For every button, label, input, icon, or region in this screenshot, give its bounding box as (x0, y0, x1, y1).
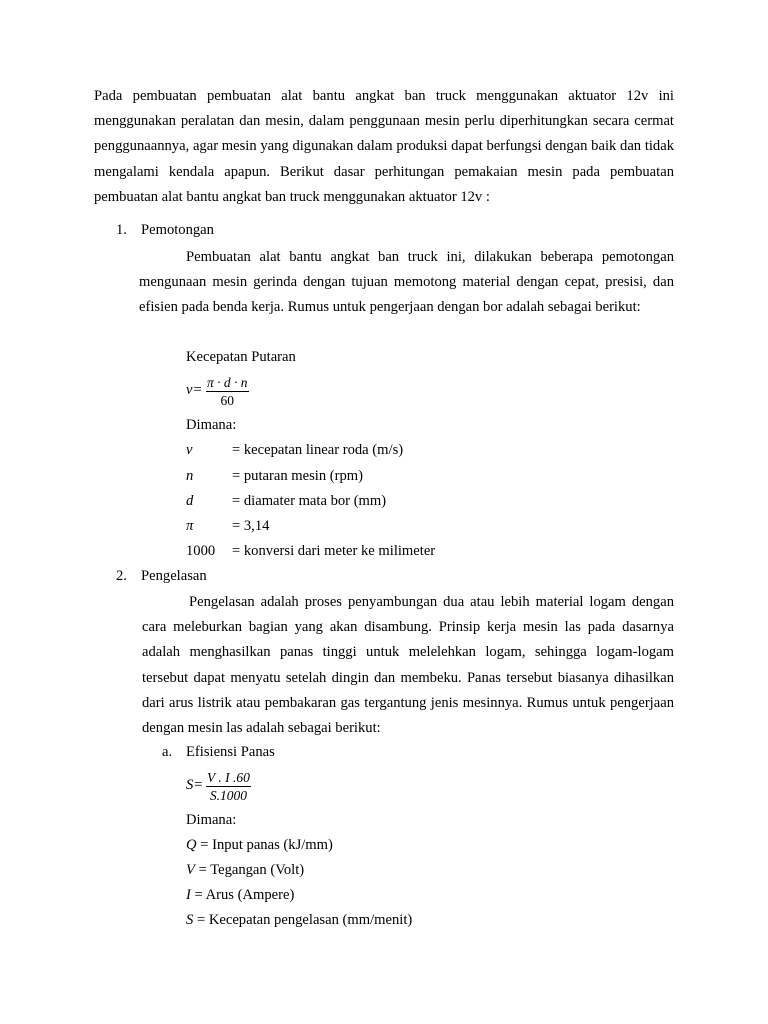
formula-1-fraction (206, 374, 249, 409)
formula-1-denominator: 60 (220, 393, 234, 408)
formula-2-denominator: S.1000 (209, 788, 247, 803)
section-2-heading (116, 566, 207, 586)
subsection-a-number: a. (162, 744, 173, 760)
formula-1-title: Kecepatan Putaran (186, 349, 296, 365)
section-1-heading (116, 220, 214, 240)
def-2-symbol: n (186, 468, 194, 484)
def-s-row (186, 910, 412, 930)
section-2-title: Pengelasan (141, 568, 207, 584)
dimana-2-label: Dimana: (186, 812, 237, 828)
def-3-description: = diamater mata bor (mm) (232, 493, 387, 509)
section-1-number: 1. (116, 222, 127, 238)
def-5-description: = konversi dari meter ke milimeter (232, 543, 436, 559)
def-q-description: = Input panas (kJ/mm) (200, 837, 333, 853)
formula-2-lhs: S= (186, 777, 204, 793)
def-i-row (186, 885, 294, 905)
formula-2-fraction (206, 769, 251, 804)
subsection-a-title: Efisiensi Panas (186, 744, 275, 760)
def-i-symbol: I (186, 887, 191, 903)
def-s-symbol: S (186, 912, 194, 928)
dimana-1-label: Dimana: (186, 417, 237, 433)
def-s-description: = Kecepatan pengelasan (mm/menit) (196, 912, 413, 928)
def-v-description: = Tegangan (Volt) (198, 862, 305, 878)
section-2-number: 2. (116, 568, 127, 584)
formula-1-numerator: π · d · n (207, 375, 248, 390)
def-2-description: = putaran mesin (rpm) (232, 468, 364, 484)
intro-paragraph: Pada pembuatan pembuatan alat bantu angkat ban truck menggunakan aktuator 12v ini menggunakan peralatan dan mesin, dalam penggunaan mesin perlu diperhitungkan secara cermat penggunaannya, agar mesin yang digunakan dalam produksi dapat berfungsi dengan baik dan tidak mengalami kendala apapun. Berikut dasar perhitungan pemakaian mesin pada pembuatan pembuatan alat bantu angkat ban truck menggunakan aktuator 12v : (94, 88, 674, 205)
formula-1-lhs: v= (186, 382, 203, 398)
def-1-symbol: v (186, 442, 193, 458)
def-4-description: = 3,14 (232, 518, 270, 534)
def-v-symbol: V (186, 862, 195, 878)
section-1-paragraph: Pembuatan alat bantu angkat ban truck ini, dilakukan beberapa pemotongan mengunaan mesin gerinda dengan tujuan memotong material dengan cepat, presisi, dan efisien pada benda kerja. Rumus untuk pengerjaan dengan bor adalah sebagai berikut: (139, 249, 674, 316)
section-2-paragraph: Pengelasan adalah proses penyambungan dua atau lebih material logam dengan cara meleburkan bagian yang akan disambung. Prinsip kerja mesin las pada dasarnya adalah menghasilkan panas tinggi untuk melelehkan logam, sehingga logam-logam tersebut dapat menyatu setelah dingin dan membeku. Panas tersebut biasanya dihasilkan dari arus listrik atau pembakaran gas tergantung jenis mesinnya. Rumus untuk pengerjaan dengan mesin las adalah sebagai berikut: (142, 594, 674, 737)
formula-2-numerator: V . I .60 (207, 770, 250, 785)
def-5-symbol: 1000 (186, 543, 216, 559)
def-i-description: = Arus (Ampere) (194, 887, 295, 903)
def-q-symbol: Q (186, 837, 197, 853)
def-v-row (186, 860, 304, 880)
def-q-row (186, 835, 333, 855)
def-3-symbol: d (186, 493, 194, 509)
def-4-symbol: π (186, 518, 194, 534)
def-1-description: = kecepatan linear roda (m/s) (232, 442, 404, 458)
section-1-title: Pemotongan (141, 222, 214, 238)
